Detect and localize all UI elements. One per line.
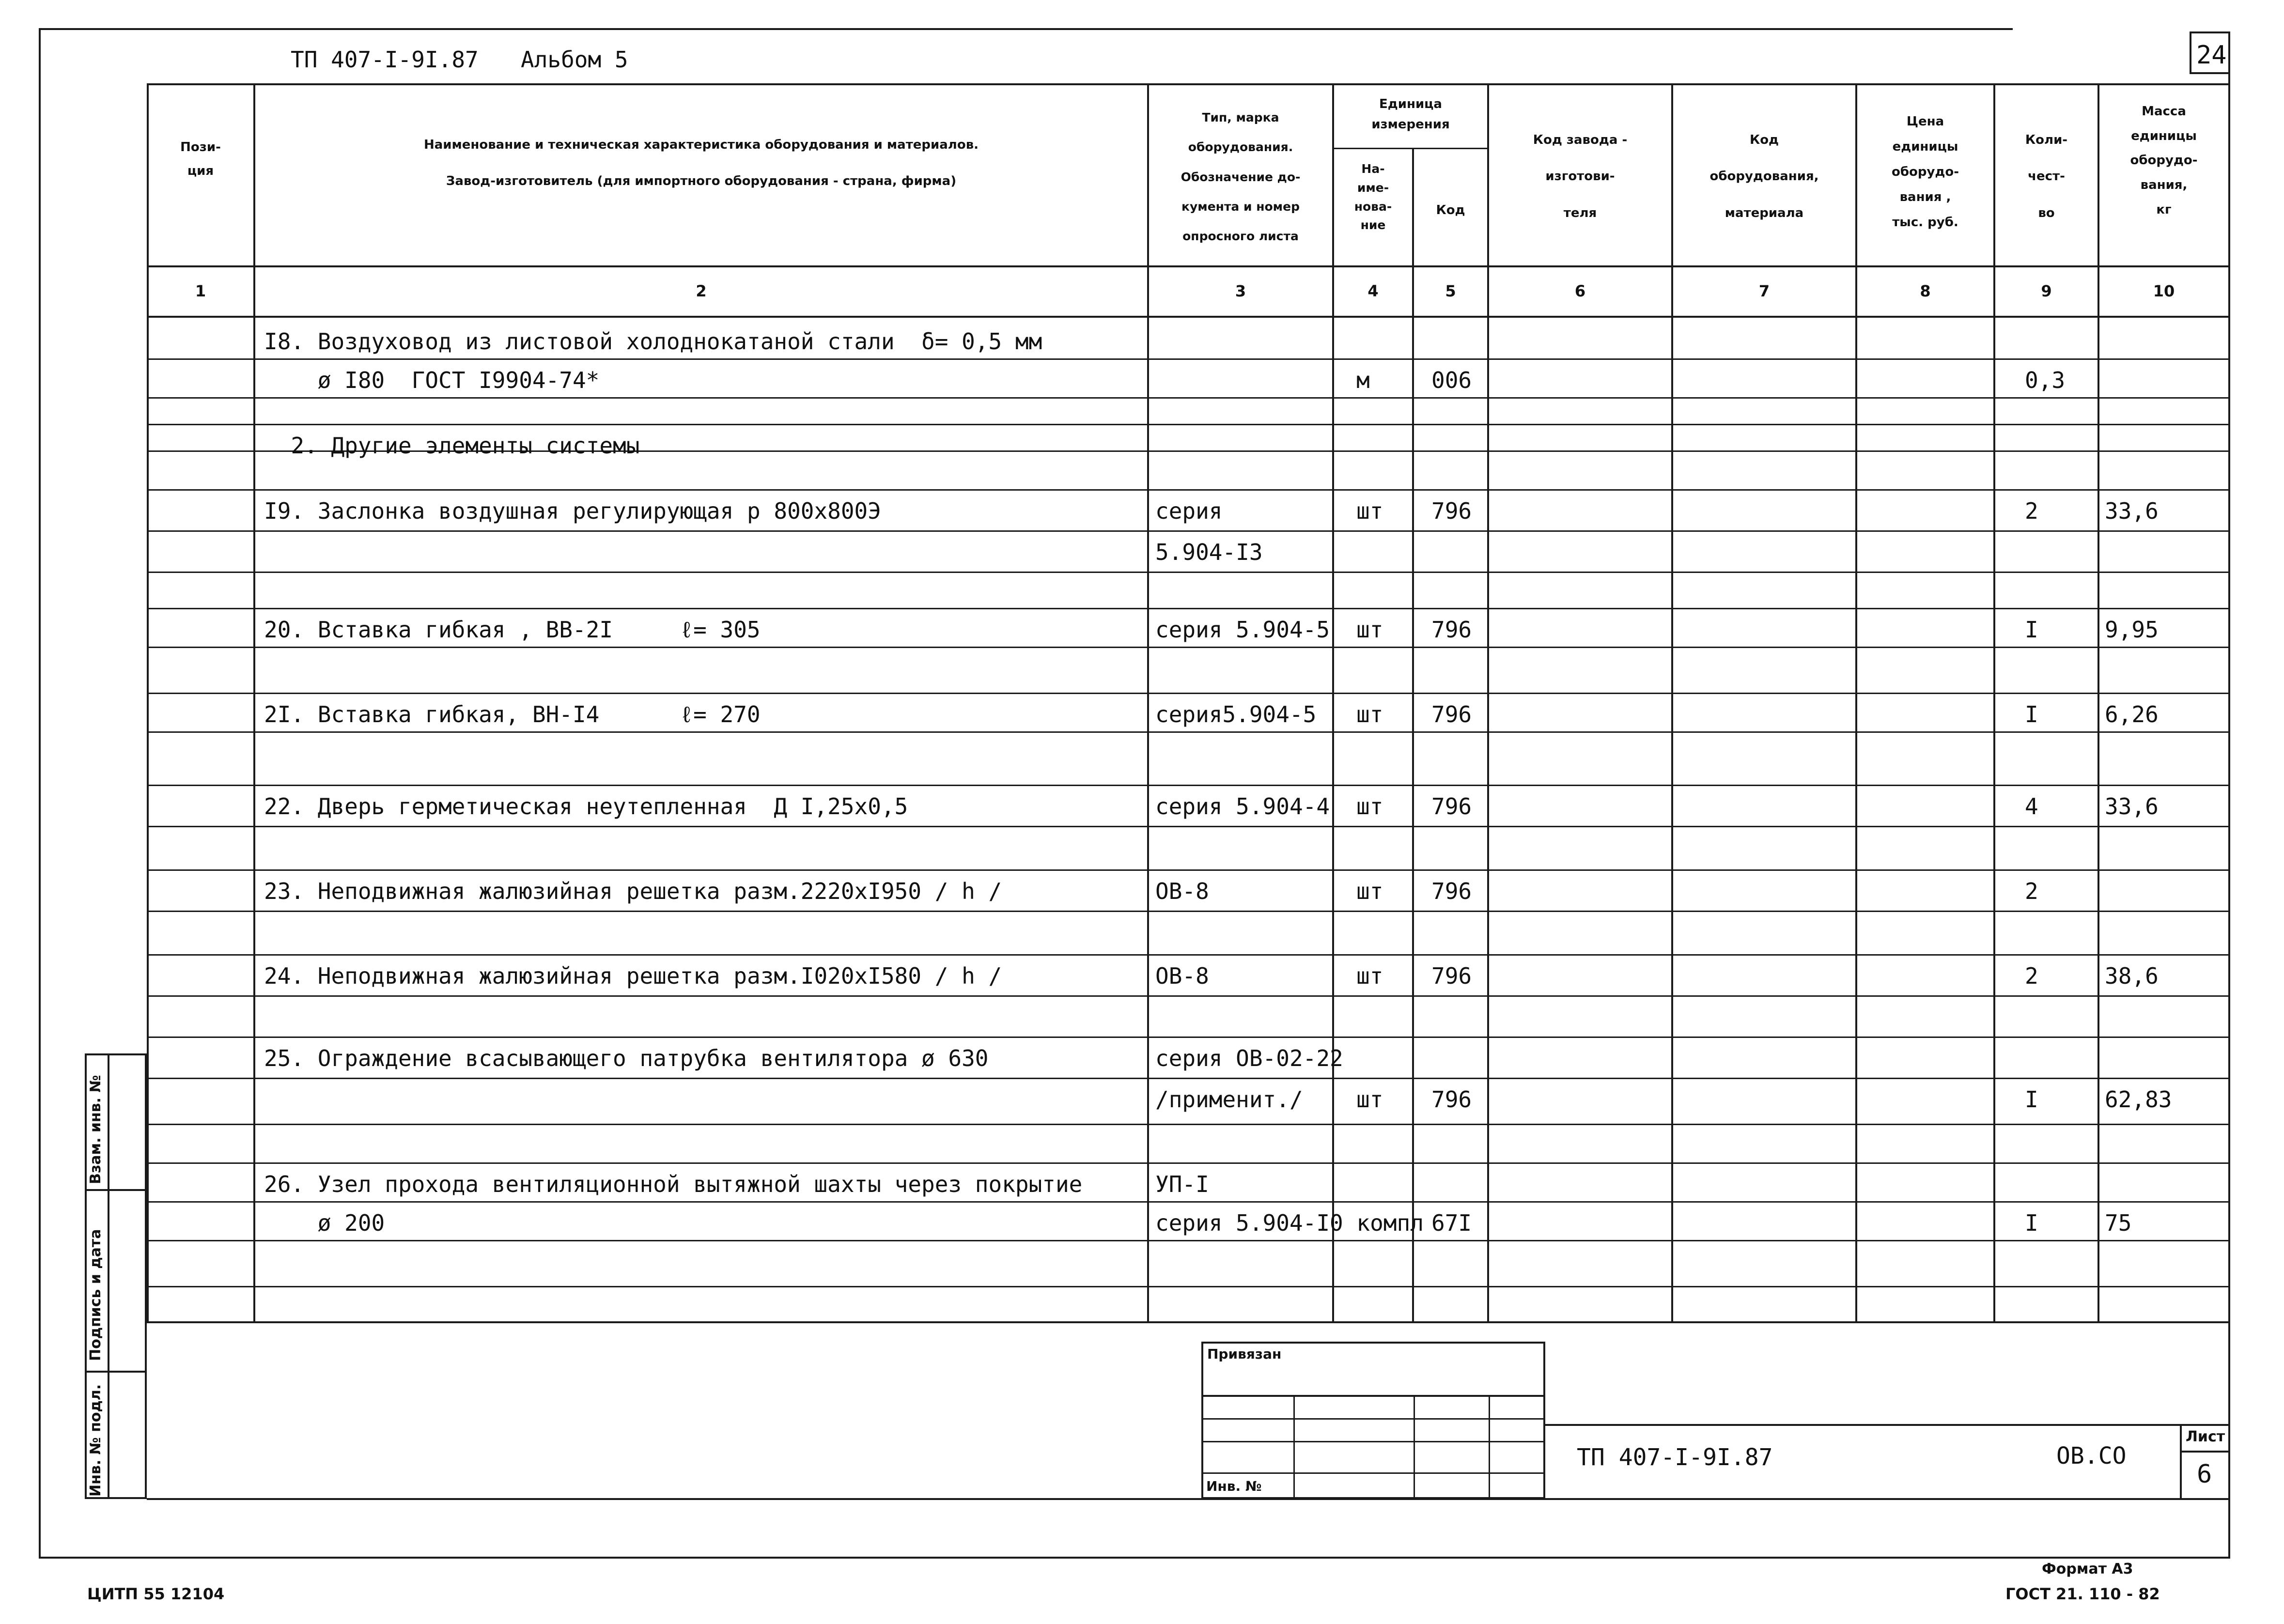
cell-unit: шт xyxy=(1356,793,1383,820)
sheet-number: 6 xyxy=(2197,1460,2212,1489)
cell-name: 2. Другие элементы системы xyxy=(264,433,640,459)
row-rule xyxy=(147,693,2230,694)
cell-mass: 9,95 xyxy=(2105,617,2159,643)
cell-code: 796 xyxy=(1431,1086,1472,1113)
row-rule xyxy=(147,995,2230,997)
cell-mass: 62,83 xyxy=(2105,1086,2172,1113)
cell-code: 796 xyxy=(1431,963,1472,989)
sheet-label: Лист xyxy=(2186,1428,2225,1445)
row-rule xyxy=(147,608,2230,609)
col2-header: Наименование и техническая характеристика оборудования и материалов. Завод-изготовитель (для импортного оборудования - страна, фирма) xyxy=(423,138,979,189)
cell-type: серия 5.904-I0 компл xyxy=(1155,1210,1424,1236)
cell-unit: шт xyxy=(1356,878,1383,904)
row-rule xyxy=(147,530,2230,532)
table-top xyxy=(147,83,2230,85)
cell-type: серия ОВ-02-22 xyxy=(1155,1045,1343,1071)
col7-header: Код оборудования, материала xyxy=(1709,133,1819,220)
frame-left xyxy=(39,28,41,1559)
col6-header: Код завода - изготови- теля xyxy=(1533,133,1628,220)
row-rule xyxy=(147,489,2230,491)
col8-header: Цена единицы оборудо- вания , тыс. руб. xyxy=(1891,114,1959,230)
inv-no-label: Инв. № xyxy=(1206,1478,1262,1494)
cell-type: серия 5.904-5 xyxy=(1155,617,1330,643)
row-rule xyxy=(147,911,2230,912)
colnum-10: 10 xyxy=(2153,282,2175,300)
row-rule xyxy=(147,1124,2230,1125)
side-label-vzam: Взам. инв. № xyxy=(87,1075,104,1184)
colnum-1: 1 xyxy=(195,282,206,300)
stamp-doc-code: ТП 407-I-9I.87 xyxy=(1577,1444,1773,1471)
colnum-8: 8 xyxy=(1920,282,1931,300)
frame-top xyxy=(39,28,2013,30)
header-bottom xyxy=(147,265,2230,267)
cell-qty: I xyxy=(2025,617,2038,643)
cell-unit: шт xyxy=(1356,498,1383,524)
col10-header: Масса единицы оборудо- вания, кг xyxy=(2130,104,2198,217)
cell-mass: 38,6 xyxy=(2105,963,2159,989)
cell-mass: 75 xyxy=(2105,1210,2132,1236)
cell-code: 006 xyxy=(1431,367,1472,393)
row-rule xyxy=(147,397,2230,399)
cell-type: серия 5.904-4 xyxy=(1155,793,1330,820)
cell-type: /применит./ xyxy=(1155,1086,1303,1113)
cell-type: УП-I xyxy=(1155,1171,1209,1197)
cell-code: 796 xyxy=(1431,793,1472,820)
cell-name: 25. Ограждение всасывающего патрубка вентилятора ø 630 xyxy=(264,1045,989,1071)
row-rule xyxy=(147,1078,2230,1079)
cell-name: 2I. Вставка гибкая, ВН-I4 ℓ= 270 xyxy=(264,701,761,727)
col5-header: Код xyxy=(1436,203,1465,217)
row-rule xyxy=(147,647,2230,648)
cell-qty: I xyxy=(2025,701,2038,727)
row-rule xyxy=(147,869,2230,871)
page-number: 24 xyxy=(2196,41,2227,70)
cell-type: серия5.904-5 xyxy=(1155,701,1317,727)
cell-name: 24. Неподвижная жалюзийная решетка разм.I020хI580 / h / xyxy=(264,963,1002,989)
row-rule xyxy=(147,358,2230,360)
row-rule xyxy=(147,1286,2230,1287)
cell-code: 796 xyxy=(1431,701,1472,727)
stamp-sheet-code: ОВ.СО xyxy=(2056,1442,2127,1469)
cell-code: 796 xyxy=(1431,878,1472,904)
cell-unit: шт xyxy=(1356,701,1383,727)
cell-type: ОВ-8 xyxy=(1155,878,1209,904)
row-rule xyxy=(147,1240,2230,1241)
cell-qty: 2 xyxy=(2025,498,2038,524)
album-label: Альбом 5 xyxy=(521,46,628,73)
cell-type: 5.904-I3 xyxy=(1155,539,1263,565)
cell-code: 796 xyxy=(1431,617,1472,643)
row-rule xyxy=(147,1036,2230,1038)
doc-code-header: ТП 407-I-9I.87 xyxy=(291,46,479,73)
side-label-podpis: Подпись и дата xyxy=(87,1229,104,1361)
row-rule xyxy=(147,424,2230,425)
cell-mass: 33,6 xyxy=(2105,793,2159,820)
col3-header: Тип, марка оборудования. Обозначение до- кумента и номер опросного листа xyxy=(1181,110,1301,243)
cell-mass: 33,6 xyxy=(2105,498,2159,524)
side-label-inv: Инв. № подл. xyxy=(87,1384,104,1497)
col9-header: Коли- чест- во xyxy=(2025,133,2068,220)
cell-name: 23. Неподвижная жалюзийная решетка разм.2220хI950 / h / xyxy=(264,878,1002,904)
row-rule xyxy=(147,731,2230,733)
cell-qty: I xyxy=(2025,1210,2038,1236)
cell-name: 22. Дверь герметическая неутепленная Д I,25х0,5 xyxy=(264,793,908,820)
cell-code: 796 xyxy=(1431,498,1472,524)
row-rule xyxy=(147,1201,2230,1203)
privyazan-label: Привязан xyxy=(1207,1346,1282,1362)
row-rule xyxy=(147,1162,2230,1164)
numbers-bottom xyxy=(147,316,2230,318)
colnum-5: 5 xyxy=(1445,282,1456,300)
cell-mass: 6,26 xyxy=(2105,701,2159,727)
footer-left: ЦИТП 55 12104 xyxy=(87,1585,225,1603)
cell-name: ø 200 xyxy=(264,1210,385,1236)
cell-name: 26. Узел прохода вентиляционной вытяжной шахты через покрытие xyxy=(264,1171,1083,1197)
cell-unit: м xyxy=(1356,367,1370,393)
colnum-4: 4 xyxy=(1367,282,1379,300)
cell-name: ø I80 ГОСТ I9904-74* xyxy=(264,367,600,393)
row-rule xyxy=(147,572,2230,573)
footer-gost: ГОСТ 21. 110 - 82 xyxy=(2005,1585,2160,1603)
col4-header: На- име- нова- ние xyxy=(1354,162,1392,232)
colnum-6: 6 xyxy=(1574,282,1586,300)
colnum-9: 9 xyxy=(2041,282,2052,300)
footer-format: Формат А3 xyxy=(2042,1561,2133,1578)
cell-type: ОВ-8 xyxy=(1155,963,1209,989)
cell-qty: 0,3 xyxy=(2025,367,2066,393)
colnum-3: 3 xyxy=(1235,282,1246,300)
colnum-2: 2 xyxy=(696,282,707,300)
frame-bottom xyxy=(39,1557,2230,1559)
cell-unit: шт xyxy=(1356,963,1383,989)
privyazan-box xyxy=(1201,1342,1545,1499)
row-rule xyxy=(147,954,2230,956)
cell-qty: 2 xyxy=(2025,963,2038,989)
cell-unit: шт xyxy=(1356,1086,1383,1113)
cell-qty: 2 xyxy=(2025,878,2038,904)
cell-type: серия xyxy=(1155,498,1223,524)
row-rule xyxy=(147,826,2230,827)
cell-name: I9. Заслонка воздушная регулирующая р 800х800Э xyxy=(264,498,881,524)
cell-name: I8. Воздуховод из листовой холоднокатаной стали δ= 0,5 мм xyxy=(264,328,1042,355)
row-rule xyxy=(147,785,2230,786)
cell-qty: I xyxy=(2025,1086,2038,1113)
cell-name: 20. Вставка гибкая , ВВ-2I ℓ= 305 xyxy=(264,617,761,643)
cell-unit: шт xyxy=(1356,617,1383,643)
col1-header: Пози- ция xyxy=(180,140,221,179)
cell-qty: 4 xyxy=(2025,793,2038,820)
colnum-7: 7 xyxy=(1758,282,1770,300)
unit-group-header: Единица измерения xyxy=(1371,97,1450,132)
cell-code: 67I xyxy=(1431,1210,1472,1236)
